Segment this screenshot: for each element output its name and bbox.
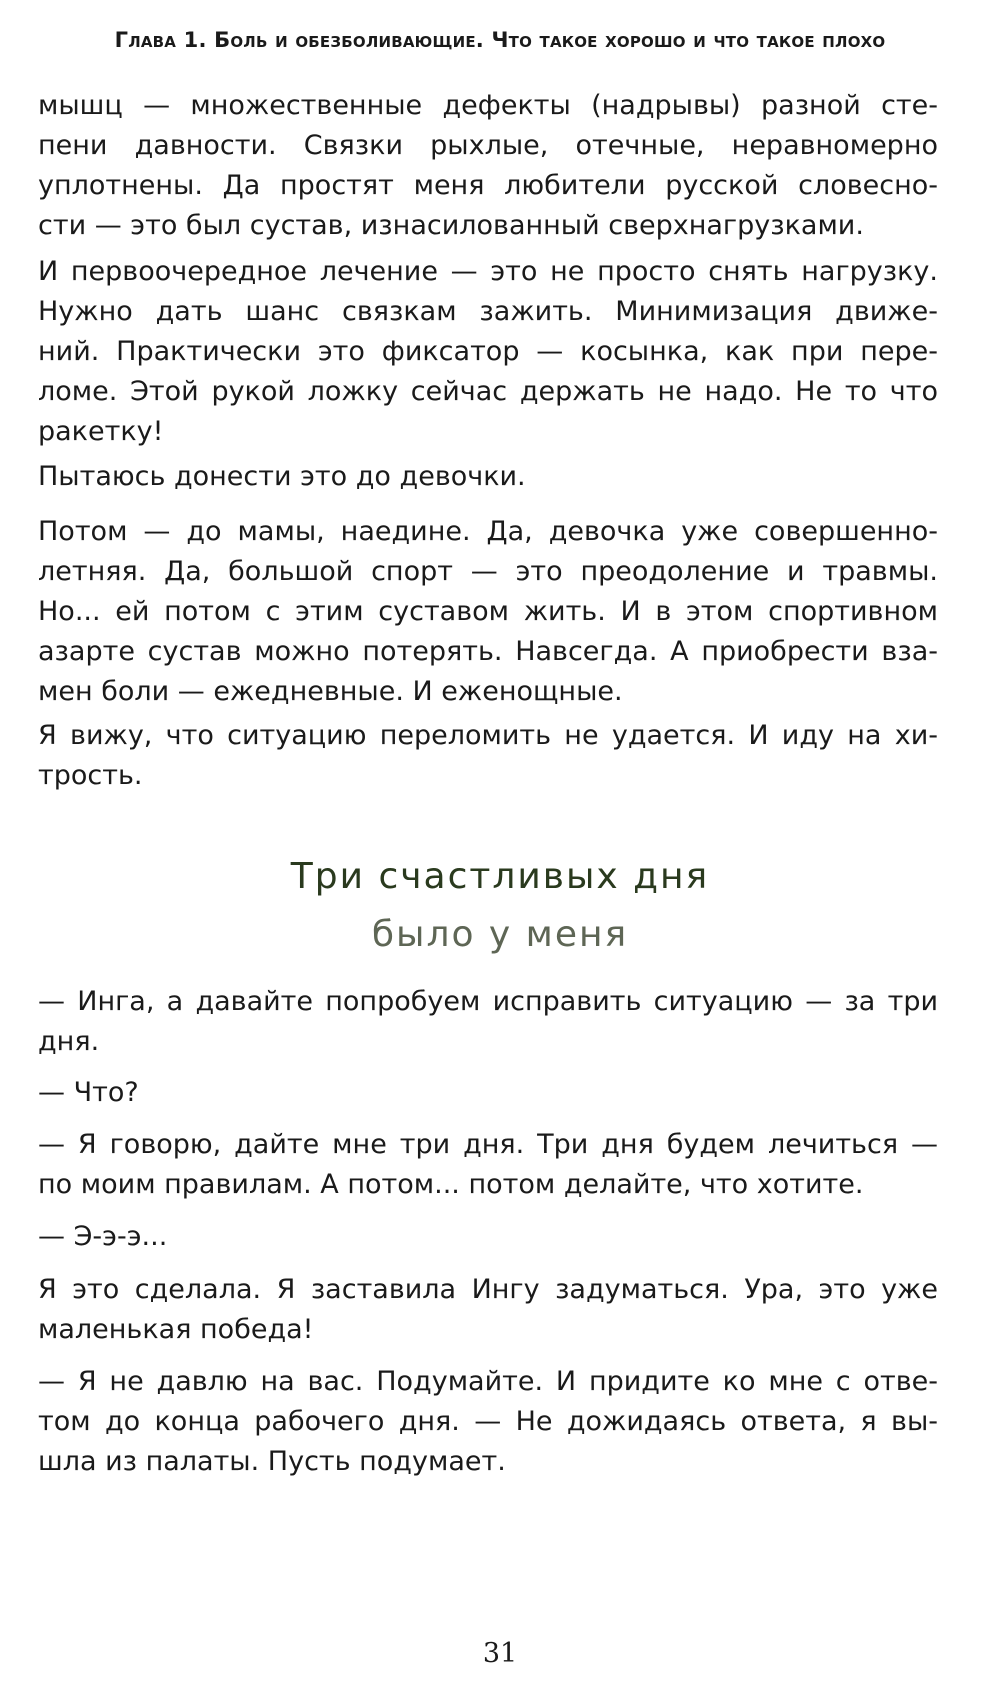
- text-line: по моим правилам. А потом... потом делайте, что хотите.: [38, 1169, 864, 1200]
- text-line: Я это сделала. Я заставила Ингу задуматься. Ура, это уже: [38, 1274, 938, 1305]
- text-line: сти — это был сустав, изнасилованный сверхнагрузками.: [38, 210, 864, 241]
- text-line: — Что?: [38, 1077, 139, 1108]
- section-heading-line-2: было у меня: [371, 914, 629, 955]
- paragraph: [38, 86, 938, 246]
- text-line: мышц — множественные дефекты (надрывы) разной сте-: [38, 90, 938, 121]
- text-line: мен боли — ежедневные. И еженощные.: [38, 676, 623, 707]
- text-line: — Инга, а давайте попробуем исправить ситуацию — за три: [38, 986, 938, 1017]
- text-line: уплотнены. Да простят меня любители русской словесно-: [38, 170, 938, 201]
- paragraph: [38, 982, 938, 1062]
- text-line: том до конца рабочего дня. — Не дожидаясь ответа, я вы-: [38, 1406, 938, 1437]
- text-line: летняя. Да, большой спорт — это преодоление и травмы.: [38, 556, 938, 587]
- text-line: Я вижу, что ситуацию переломить не удается. И иду на хи-: [38, 720, 938, 751]
- text-line: азарте сустав можно потерять. Навсегда. А приобрести вза-: [38, 636, 938, 667]
- text-line: шла из палаты. Пусть подумает.: [38, 1446, 506, 1477]
- text-line: И первоочередное лечение — это не просто снять нагрузку.: [38, 256, 938, 287]
- paragraph: [38, 512, 938, 712]
- text-line: ломе. Этой рукой ложку сейчас держать не надо. Не то что: [38, 376, 938, 407]
- text-line: дня.: [38, 1026, 100, 1057]
- text-line: Но... ей потом с этим суставом жить. И в этом спортивном: [38, 596, 938, 627]
- paragraph: [38, 457, 938, 497]
- text-line: — Я говорю, дайте мне три дня. Три дня будем лечиться —: [38, 1129, 938, 1160]
- text-line: Потом — до мамы, наедине. Да, девочка уже совершенно-: [38, 516, 938, 547]
- paragraph: [38, 1270, 938, 1350]
- page-number: 31: [482, 1638, 518, 1669]
- text-line: Нужно дать шанс связкам зажить. Минимизация движе-: [38, 296, 938, 327]
- text-line: маленькая победа!: [38, 1314, 314, 1345]
- paragraph: [38, 1217, 938, 1257]
- text-line: ракетку!: [38, 416, 164, 447]
- text-line: ний. Практически это фиксатор — косынка, как при пере-: [38, 336, 938, 367]
- paragraph: [38, 252, 938, 452]
- paragraph: [38, 1362, 938, 1482]
- text-line: — Э-э-э...: [38, 1221, 168, 1252]
- section-heading-line-1: Три счастливых дня: [290, 856, 710, 897]
- text-line: трость.: [38, 760, 143, 791]
- text-line: — Я не давлю на вас. Подумайте. И придите ко мне с отве-: [38, 1366, 938, 1397]
- paragraph: [38, 1073, 938, 1113]
- text-line: Пытаюсь донести это до девочки.: [38, 461, 526, 492]
- text-line: пени давности. Связки рыхлые, отечные, неравномерно: [38, 130, 938, 161]
- section-heading: [0, 848, 1000, 964]
- running-head: Глава 1. Боль и обезболивающие. Что такое хорошо и что такое плохо: [114, 28, 886, 52]
- paragraph: [38, 716, 938, 796]
- paragraph: [38, 1125, 938, 1205]
